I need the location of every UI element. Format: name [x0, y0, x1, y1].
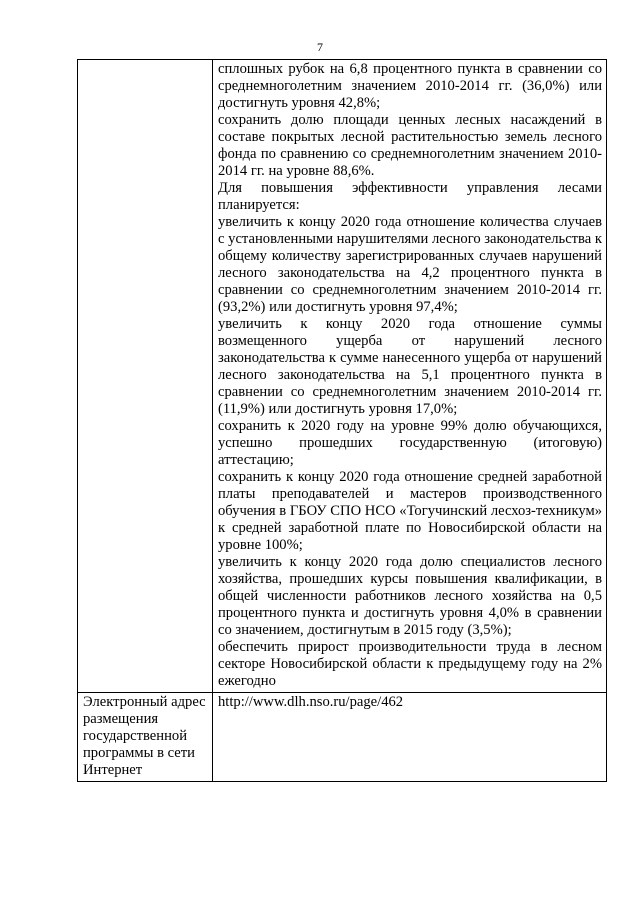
row-label-cell: Электронный адрес размещения государственной программы в сети Интернет — [78, 693, 213, 782]
row-content-cell — [213, 693, 607, 782]
paragraph: увеличить к концу 2020 года долю специалистов лесного хозяйства, прошедших курсы повышения квалификации, в общей численности работников лесного хозяйства на 0,5 процентного пункта и достигнуть уровня 4,0% в сравнении со значением, достигнутым в 2015 году (3,5%); — [218, 554, 602, 638]
program-passport-table — [77, 59, 607, 782]
paragraph: Для повышения эффективности управления лесами планируется: — [218, 180, 602, 213]
table-row — [78, 60, 607, 693]
paragraph: сохранить долю площади ценных лесных насаждений в составе покрытых лесной растительностью земель лесного фонда по сравнению со среднемноголетним значением 2010-2014 гг. на уровне 88,6%. — [218, 112, 602, 179]
row-label-cell — [78, 60, 213, 693]
table-row — [78, 693, 607, 782]
paragraph: сохранить к 2020 году на уровне 99% долю обучающихся, успешно прошедших государственную (итоговую) аттестацию; — [218, 418, 602, 468]
paragraph: сплошных рубок на 6,8 процентного пункта в сравнении со среднемноголетним значением 2010-2014 гг. (36,0%) или достигнуть уровня 42,8%; — [218, 61, 602, 111]
paragraph: обеспечить прирост производительности труда в лесном секторе Новосибирской области к предыдущему году на 2% ежегодно — [218, 639, 602, 689]
paragraph: сохранить к концу 2020 года отношение средней заработной платы преподавателей и мастеров производственного обучения в ГБОУ СПО НСО «Тогучинский лесхоз-техникум» к средней заработной плате по Новосибирской области на уровне 100%; — [218, 469, 602, 553]
program-url-link[interactable]: http://www.dlh.nso.ru/page/462 — [218, 694, 404, 710]
paragraph: увеличить к концу 2020 года отношение суммы возмещенного ущерба от нарушений лесного законодательства к сумме нанесенного ущерба от нарушений лесного законодательства на 5,1 процентного пункта в сравнении со среднемноголетним значением 2010-2014 гг. (11,9%) или достигнуть уровня 17,0%; — [218, 316, 602, 417]
page-number: 7 — [317, 40, 323, 54]
paragraph: увеличить к концу 2020 года отношение количества случаев с установленными нарушителями лесного законодательства к общему количеству зарегистрированных случаев нарушений лесного законодательства на 4,2 процентного пункта в сравнении со среднемноголетним значением 2010-2014 гг. (93,2%) или достигнуть уровня 97,4%; — [218, 214, 602, 315]
row-content-cell — [213, 60, 607, 693]
